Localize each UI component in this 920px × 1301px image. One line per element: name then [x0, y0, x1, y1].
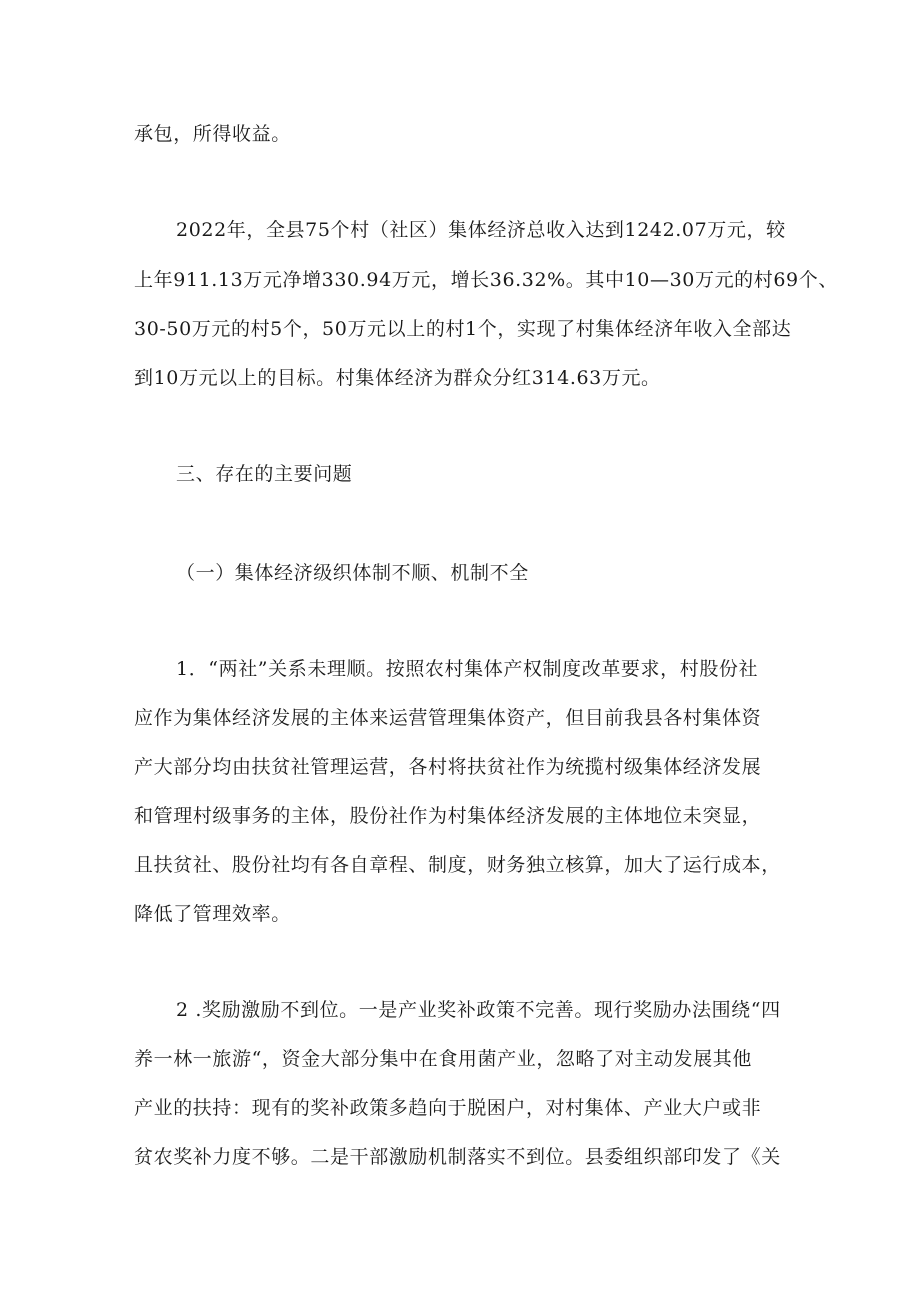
paragraph-line: 贫农奖补力度不够。二是干部激励机制落实不到位。县委组织部印发了《关 [134, 1146, 781, 1168]
paragraph-line: 降低了管理效率。 [134, 903, 291, 925]
paragraph-line: 2 .奖励激励不到位。一是产业奖补政策不完善。现行奖励办法围绕“四 [176, 999, 781, 1021]
section-heading: 三、存在的主要问题 [176, 463, 353, 485]
paragraph-line: 应作为集体经济发展的主体来运营管理集体资产，但目前我县各村集体资 [134, 707, 762, 729]
paragraph-line: 养一林一旅游“，资金大部分集中在食用菌产业，忽略了对主动发展其他 [134, 1048, 752, 1070]
paragraph-line: 上年911.13万元净增330.94万元，增长36.32%。其中10—30万元的村69个、 [134, 269, 838, 291]
paragraph-line: 承包，所得收益。 [134, 123, 291, 145]
paragraph-line: 且扶贫社、股份社均有各自章程、制度，财务独立核算，加大了运行成本， [134, 854, 781, 876]
paragraph-line: 30-50万元的村5个，50万元以上的村1个，实现了村集体经济年收入全部达 [134, 318, 792, 340]
paragraph-line: 2022年，全县75个村（社区）集体经济总收入达到1242.07万元，较 [176, 219, 786, 241]
paragraph-line: 和管理村级事务的主体，股份社作为村集体经济发展的主体地位未突显， [134, 805, 762, 827]
paragraph-line: 1．“两社”关系未理顺。按照农村集体产权制度改革要求，村股份社 [176, 658, 759, 680]
paragraph-line: 产大部分均由扶贫社管理运营，各村将扶贫社作为统揽村级集体经济发展 [134, 756, 762, 778]
paragraph-line: 产业的扶持：现有的奖补政策多趋向于脱困户，对村集体、产业大户或非 [134, 1097, 762, 1119]
subsection-heading: （一）集体经济级织体制不顺、机制不全 [176, 562, 529, 584]
paragraph-line: 到10万元以上的目标。村集体经济为群众分红314.63万元。 [134, 367, 661, 389]
